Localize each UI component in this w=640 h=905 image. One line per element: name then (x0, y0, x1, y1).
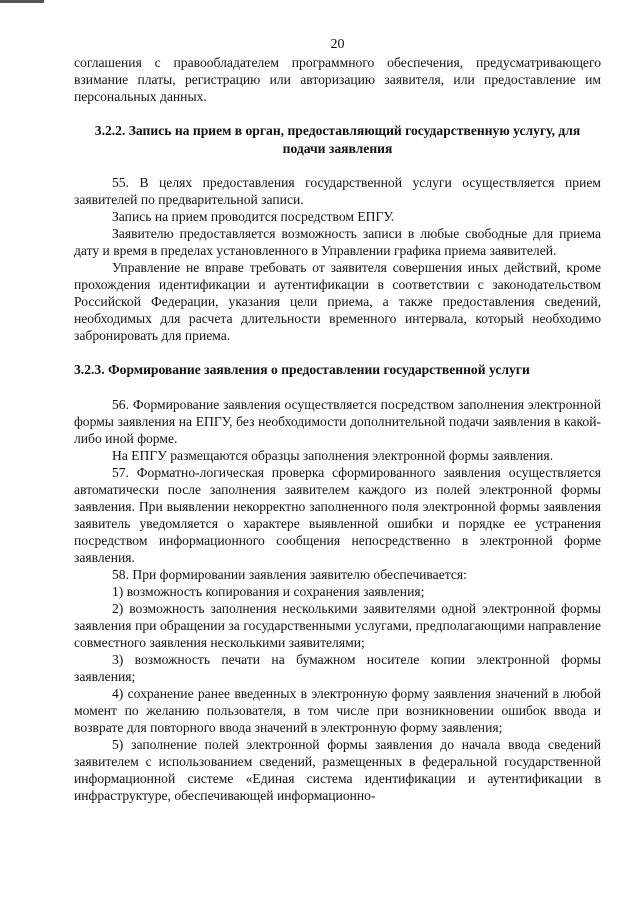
section-heading-3-2-3: 3.2.3. Формирование заявления о предоставлении государственной услуги (74, 362, 530, 377)
paragraph-55: 55. В целях предоставления государственной услуги осуществляется прием заявителей по предварительной записи. (74, 175, 601, 207)
list-item-2: 2) возможность заполнения несколькими заявителями одной электронной формы заявления при обращении за государственными услугами, предполагающими направление совместного заявления несколькими заявителями; (74, 601, 601, 650)
paragraph-appointment-epgu: Запись на прием проводится посредством ЕПГУ. (112, 209, 395, 224)
paragraph-58: 58. При формировании заявления заявителю обеспечивается: (112, 567, 467, 582)
list-item-3: 3) возможность печати на бумажном носителе копии электронной формы заявления; (74, 652, 601, 684)
paragraph-appointment-slots: Заявителю предоставляется возможность записи в любые свободные для приема дату и время в пределах установленного в Управлении графика приема заявителей. (74, 226, 601, 258)
scan-corner-mark (0, 0, 44, 3)
paragraph-continuation: соглашения с правообладателем программного обеспечения, предусматривающего взимание платы, регистрацию или авторизацию заявителя, или предоставление им персональных данных. (74, 55, 601, 104)
list-item-1: 1) возможность копирования и сохранения заявления; (112, 584, 425, 599)
section-heading-3-2-2: 3.2.2. Запись на прием в орган, предоставляющий государственную услугу, для подачи заявления (94, 123, 581, 156)
page-number: 20 (330, 37, 345, 52)
document-page (74, 36, 601, 804)
paragraph-samples: На ЕПГУ размещаются образцы заполнения электронной формы заявления. (112, 448, 554, 463)
list-item-4: 4) сохранение ранее введенных в электронную форму заявления значений в любой момент по желанию пользователя, в том числе при возникновении ошибок ввода и возврате для повторного ввода значений в электронную форму заявления; (74, 686, 601, 735)
paragraph-56: 56. Формирование заявления осуществляется посредством заполнения электронной формы заявления на ЕПГУ, без необходимости дополнительной подачи заявления в какой-либо иной форме. (74, 397, 601, 446)
list-item-5: 5) заполнение полей электронной формы заявления до начала ввода сведений заявителем с использованием сведений, размещенных в федеральной государственной информационной системе «Единая система идентификации и аутентификации в инфраструктуре, обеспечивающей информационно- (74, 737, 601, 803)
paragraph-no-extra-actions: Управление не вправе требовать от заявителя совершения иных действий, кроме прохождения идентификации и аутентификации в соответствии с законодательством Российской Федерации, указания цели приема, а также предоставления сведений, необходимых для расчета длительности временного интервала, который необходимо забронировать для приема. (74, 260, 601, 343)
paragraph-57: 57. Форматно-логическая проверка сформированного заявления осуществляется автоматически после заполнения заявителем каждого из полей электронной формы заявления. При выявлении некорректно заполненного поля электронной формы заявления заявитель уведомляется о характере выявленной ошибки и порядке ее устранения посредством информационного сообщения непосредственно в электронной форме заявления. (74, 465, 601, 565)
